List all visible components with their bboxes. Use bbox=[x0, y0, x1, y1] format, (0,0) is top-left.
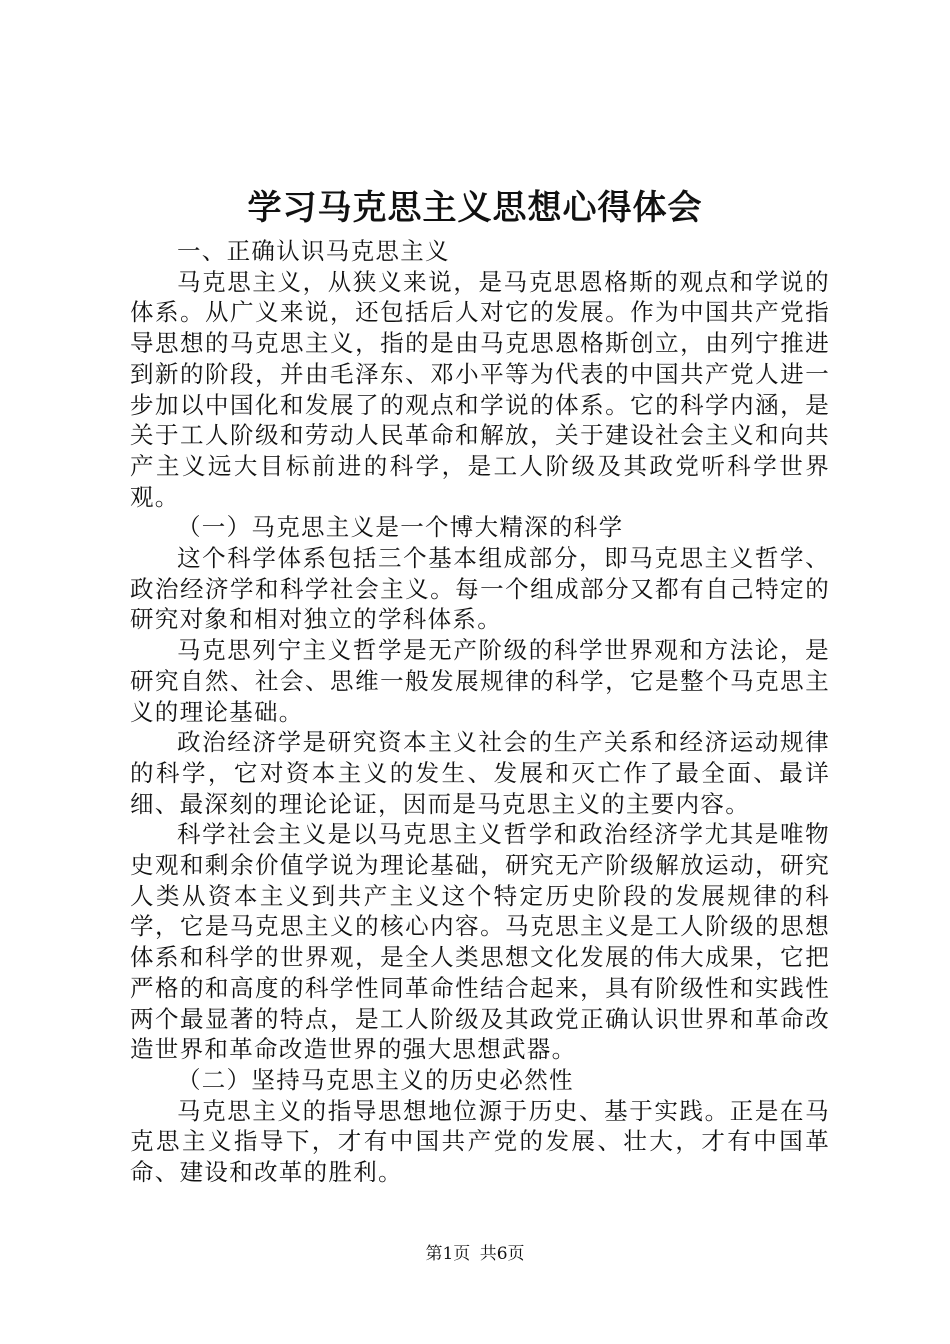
subsection-heading: （一）马克思主义是一个博大精深的科学 bbox=[177, 513, 624, 542]
paragraph: 马克思主义，从狭义来说，是马克思恩格斯的观点和学说的体系。从广义来说，还包括后人对它的发展。作为中国共产党指导思想的马克思主义，指的是由马克思恩格斯创立，由列宁推进到新的阶段，并由毛泽东、邓小平等为代表的中国共产党人进一步加以中国化和发展了的观点和学说的体系。它的科学内涵，是关于工人阶级和劳动人民革命和解放，关于建设社会主义和向共产主义远大目标前进的科学，是工人阶级及其政党听科学世界观。 bbox=[130, 267, 830, 511]
paragraph: 这个科学体系包括三个基本组成部分，即马克思主义哲学、政治经济学和科学社会主义。每一个组成部分又都有自己特定的研究对象和相对独立的学科体系。 bbox=[130, 544, 830, 634]
paragraph: 马克思列宁主义哲学是无产阶级的科学世界观和方法论，是研究自然、社会、思维一般发展规律的科学，它是整个马克思主义的理论基础。 bbox=[130, 636, 830, 726]
page-number: 第1页 bbox=[425, 1244, 471, 1264]
section-heading: 一、正确认识马克思主义 bbox=[177, 237, 450, 265]
paragraph: 马克思主义的指导思想地位源于历史、基于实践。正是在马克思主义指导下，才有中国共产党的发展、壮大，才有中国革命、建设和改革的胜利。 bbox=[130, 1096, 830, 1187]
page-total: 共6页 bbox=[479, 1244, 525, 1264]
document-body bbox=[130, 236, 830, 1188]
paragraph: 政治经济学是研究资本主义社会的生产关系和经济运动规律的科学，它对资本主义的发生、发展和灭亡作了最全面、最详细、最深刻的理论论证，因而是马克思主义的主要内容。 bbox=[130, 728, 830, 818]
page-footer bbox=[0, 1242, 950, 1266]
document-title: 学习马克思主义思想心得体会 bbox=[247, 188, 703, 228]
subsection-heading: （二）坚持马克思主义的历史必然性 bbox=[177, 1065, 574, 1094]
paragraph: 科学社会主义是以马克思主义哲学和政治经济学尤其是唯物史观和剩余价值学说为理论基础，研究无产阶级解放运动，研究人类从资本主义到共产主义这个特定历史阶段的发展规律的科学，它是马克思主义的核心内容。马克思主义是工人阶级的思想体系和科学的世界观，是全人类思想文化发展的伟大成果，它把严格的和高度的科学性同革命性结合起来，具有阶级性和实践性两个最显著的特点，是工人阶级及其政党正确认识世界和革命改造世界和革命改造世界的强大思想武器。 bbox=[130, 820, 830, 1064]
